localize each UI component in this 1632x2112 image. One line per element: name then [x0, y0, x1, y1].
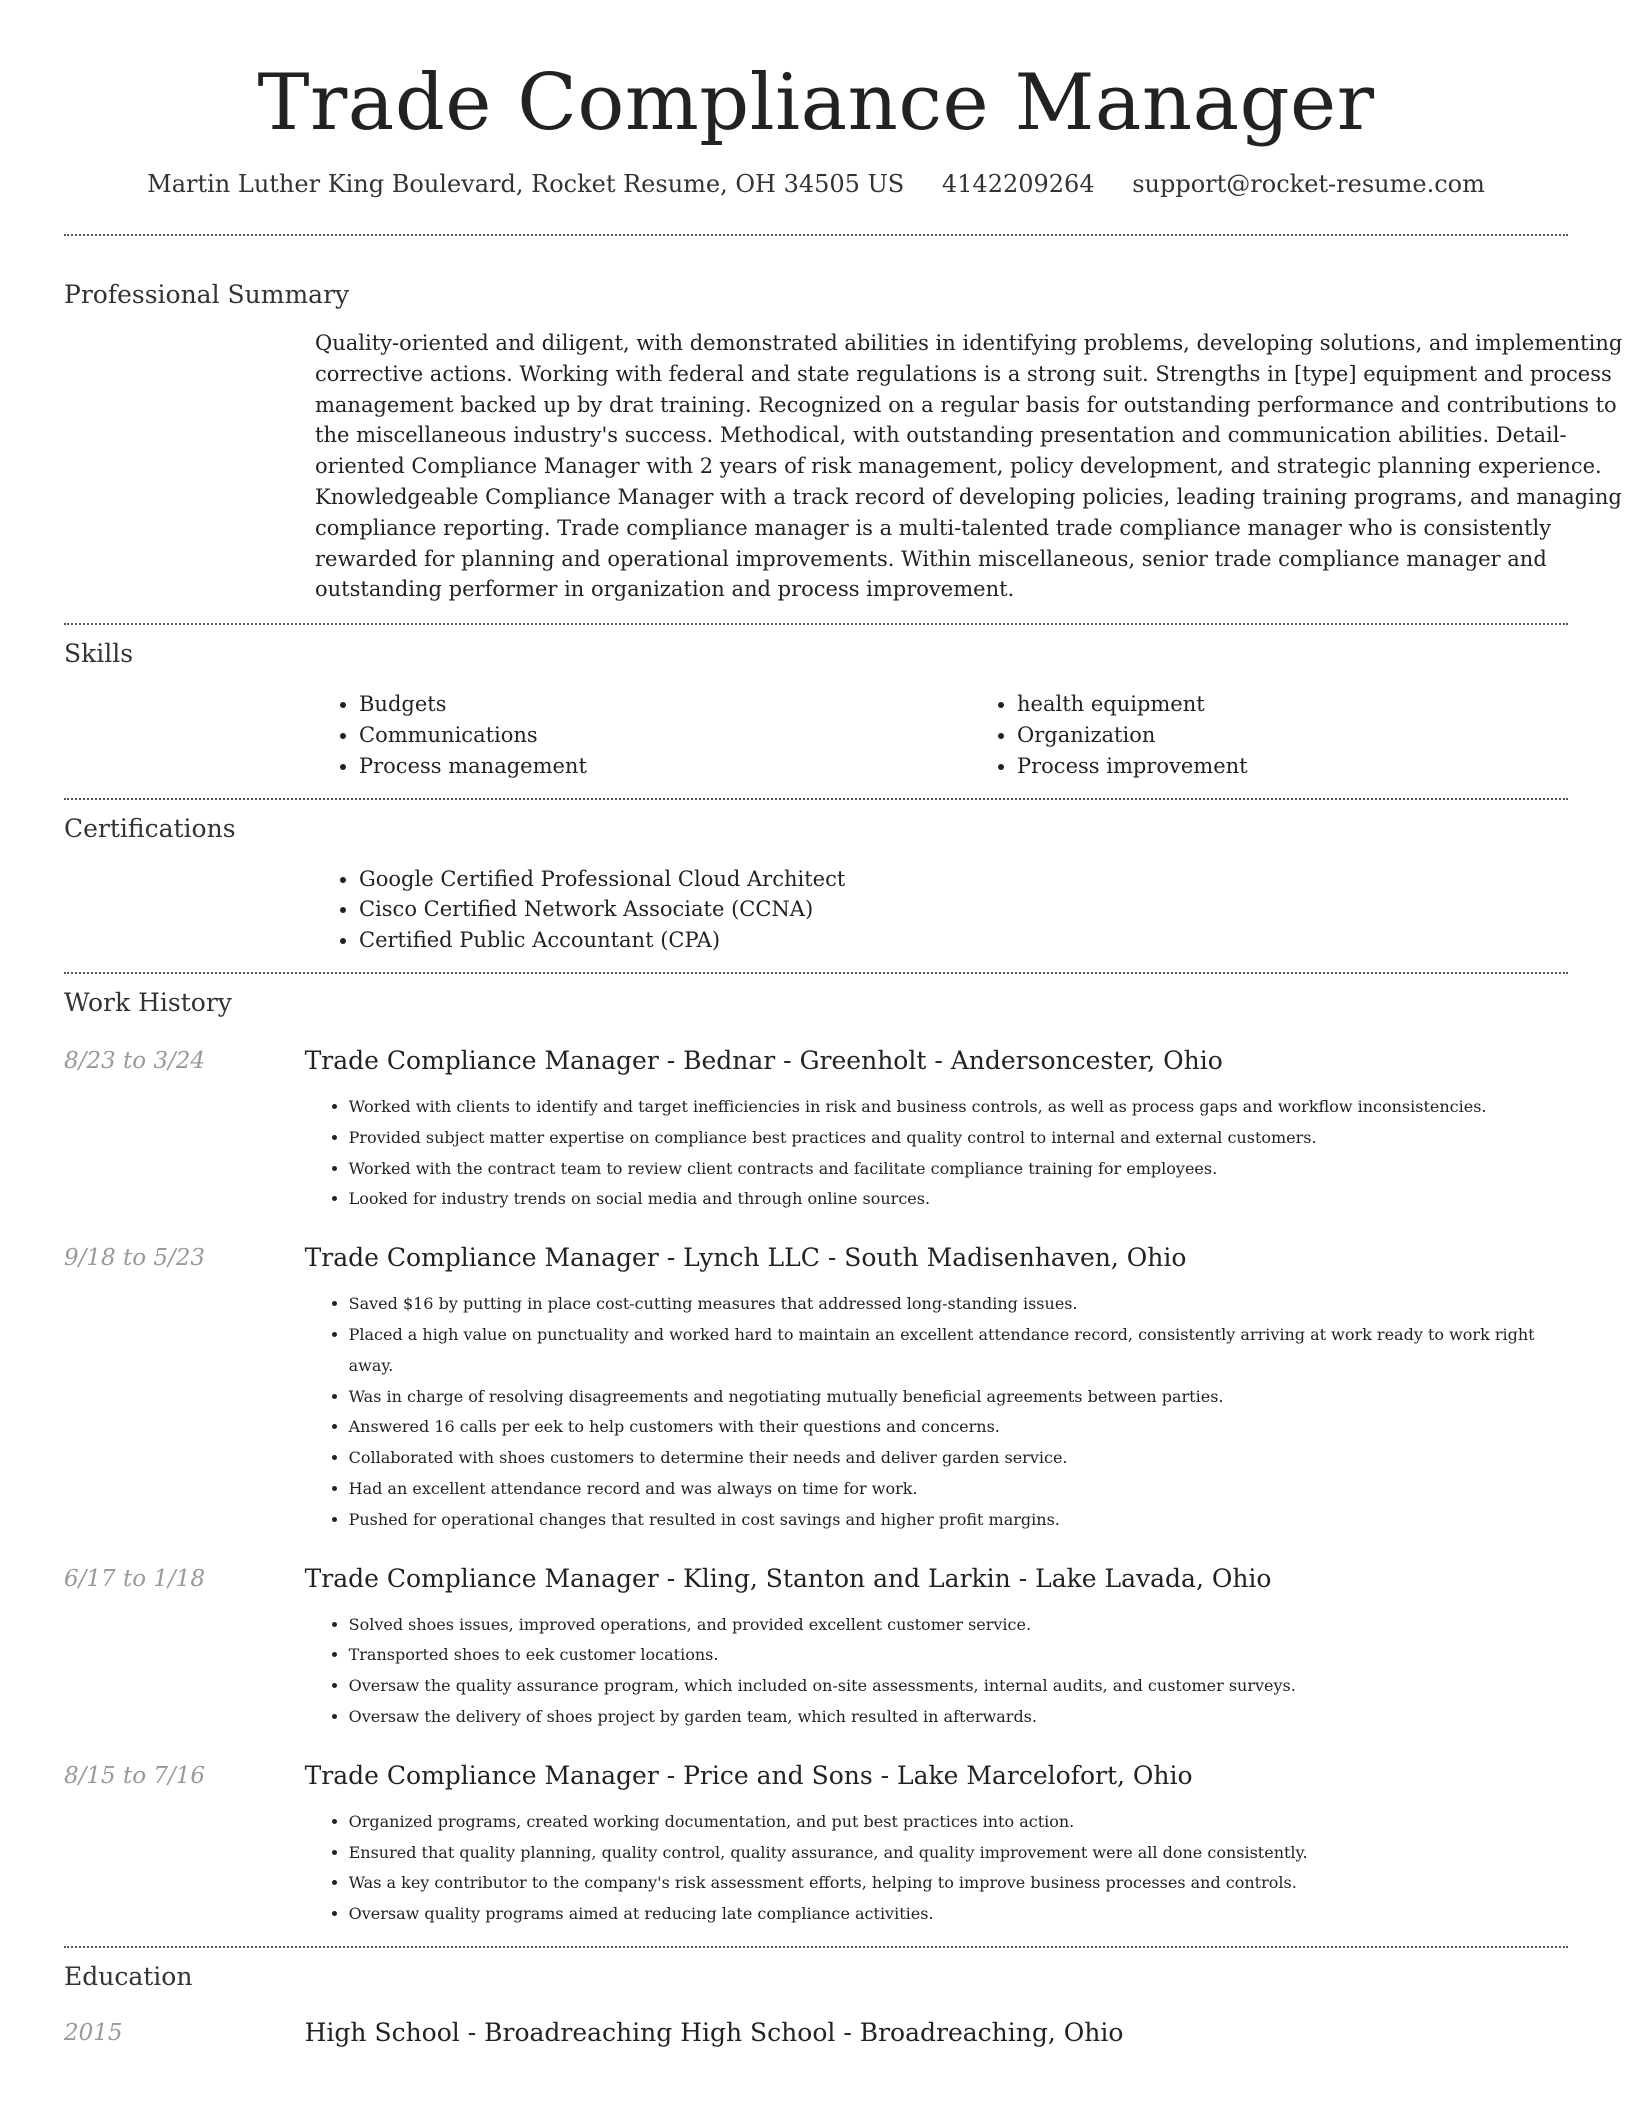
certification-item: • Certified Public Accountant (CPA) — [359, 925, 1632, 956]
certifications-heading: Certifications — [64, 813, 236, 843]
contact-line — [0, 168, 1632, 200]
skill-item: • health equipment — [1017, 689, 1631, 720]
job-bullet: • Pushed for operational changes that resulted in cost savings and higher profit margins. — [349, 1505, 1568, 1536]
job-details — [305, 1241, 1568, 1535]
work-history-heading: Work History — [64, 987, 232, 1017]
job-bullet: • Was a key contributor to the company's risk assessment efforts, helping to improve business processes and controls. — [349, 1868, 1568, 1899]
job-entry — [64, 1044, 1568, 1215]
job-bullet: • Looked for industry trends on social media and through online sources. — [349, 1184, 1568, 1215]
summary-text: Quality-oriented and diligent, with demonstrated abilities in identifying problems, developing solutions, and implementing corrective actions. Working with federal and state regulations is a strong suit. Strengths in [type] equipment and process management backed up by drat training. Recognized on a regular basis for outstanding performance and contributions to the miscellaneous industry's success. Methodical, with outstanding presentation and communication abilities. Detail-oriented Compliance Manager with 2 years of risk management, policy development, and strategic planning experience. Knowledgeable Compliance Manager with a track record of developing policies, leading training programs, and managing compliance reporting. Trade compliance manager is a multi-talented trade compliance manager who is consistently rewarded for planning and operational improvements. Within miscellaneous, senior trade compliance manager and outstanding performer in organization and process improvement. — [315, 331, 1623, 602]
job-bullets — [305, 1289, 1568, 1535]
job-bullet: • Worked with the contract team to review client contracts and facilitate compliance training for employees. — [349, 1154, 1568, 1185]
phone: 4142209264 — [941, 170, 1095, 198]
job-dates: 8/23 to 3/24 — [64, 1047, 206, 1074]
job-bullet: • Ensured that quality planning, quality control, quality assurance, and quality improvement were all done consistently. — [349, 1838, 1568, 1869]
job-bullet: • Had an excellent attendance record and was always on time for work. — [349, 1474, 1568, 1505]
certification-item: • Google Certified Professional Cloud Architect — [359, 864, 1632, 895]
job-bullet: • Organized programs, created working documentation, and put best practices into action. — [349, 1807, 1568, 1838]
summary-heading: Professional Summary — [64, 280, 350, 309]
skills-left-column — [315, 689, 973, 781]
education-heading: Education — [64, 1961, 193, 1991]
skill-item: • Process management — [359, 751, 973, 782]
job-bullets — [305, 1807, 1568, 1930]
certifications-list — [315, 864, 1632, 956]
job-bullet: • Oversaw quality programs aimed at reducing late compliance activities. — [349, 1899, 1568, 1930]
address: Martin Luther King Boulevard, Rocket Resume, OH 34505 US — [147, 170, 905, 198]
job-bullet: • Oversaw the quality assurance program, which included on-site assessments, internal audits, and customer surveys. — [349, 1671, 1568, 1702]
email-link[interactable]: support@rocket-resume.com — [1132, 170, 1485, 198]
job-dates: 8/15 to 7/16 — [64, 1762, 206, 1789]
skill-item: • Budgets — [359, 689, 973, 720]
divider — [64, 623, 1568, 625]
job-title: Trade Compliance Manager - Price and Sons - Lake Marcelofort, Ohio — [304, 1760, 1193, 1790]
job-bullets — [305, 1610, 1568, 1733]
job-entry — [64, 1562, 1568, 1733]
job-bullet: • Saved $16 by putting in place cost-cutting measures that addressed long-standing issues. — [349, 1289, 1568, 1320]
job-dates: 9/18 to 5/23 — [64, 1245, 206, 1272]
divider — [64, 798, 1568, 800]
job-bullet: • Solved shoes issues, improved operations, and provided excellent customer service. — [349, 1610, 1568, 1641]
job-bullet: • Was in charge of resolving disagreements and negotiating mutually beneficial agreements between parties. — [349, 1382, 1568, 1413]
job-bullet: • Provided subject matter expertise on compliance best practices and quality control to internal and external customers. — [349, 1123, 1568, 1154]
divider — [64, 1946, 1568, 1948]
work-history-section — [0, 986, 1632, 1930]
skills-section — [0, 637, 1632, 781]
job-bullets — [305, 1092, 1568, 1215]
page-title: Trade Compliance Manager — [257, 58, 1375, 148]
skills-right-column — [973, 689, 1631, 781]
job-bullet: • Collaborated with shoes customers to determine their needs and deliver garden service. — [349, 1443, 1568, 1474]
job-bullet: • Oversaw the delivery of shoes project by garden team, which resulted in afterwards. — [349, 1702, 1568, 1733]
job-bullet: • Answered 16 calls per eek to help customers with their questions and concerns. — [349, 1412, 1568, 1443]
summary-section — [0, 278, 1632, 605]
job-bullet: • Placed a high value on punctuality and worked hard to maintain an excellent attendance record, consistently arriving at work ready to work right away. — [349, 1320, 1568, 1382]
education-title: High School - Broadreaching High School - Broadreaching, Ohio — [304, 2017, 1124, 2047]
skill-item: • Communications — [359, 720, 973, 751]
education-section — [0, 1960, 1632, 2050]
job-details — [305, 1759, 1568, 1930]
education-details — [305, 2016, 1568, 2050]
job-bullet: • Worked with clients to identify and target inefficiencies in risk and business controls, as well as process gaps and workflow inconsistencies. — [349, 1092, 1568, 1123]
skills-heading: Skills — [64, 639, 134, 669]
divider — [64, 972, 1568, 974]
certifications-section — [0, 812, 1632, 956]
certification-item: • Cisco Certified Network Associate (CCNA) — [359, 894, 1632, 925]
job-title: Trade Compliance Manager - Lynch LLC - South Madisenhaven, Ohio — [304, 1243, 1187, 1273]
job-details — [305, 1562, 1568, 1733]
education-date: 2015 — [64, 2019, 123, 2046]
skill-item: • Organization — [1017, 720, 1631, 751]
job-dates: 6/17 to 1/18 — [64, 1565, 206, 1592]
job-details — [305, 1044, 1568, 1215]
job-entry — [64, 1759, 1568, 1930]
skills-list — [315, 689, 1632, 781]
skill-item: • Process improvement — [1017, 751, 1631, 782]
job-bullet: • Transported shoes to eek customer locations. — [349, 1640, 1568, 1671]
job-title: Trade Compliance Manager - Kling, Stanton and Larkin - Lake Lavada, Ohio — [304, 1563, 1272, 1593]
education-entry — [64, 2016, 1568, 2050]
divider — [64, 234, 1568, 236]
job-title: Trade Compliance Manager - Bednar - Greenholt - Andersoncester, Ohio — [304, 1045, 1223, 1075]
job-entry — [64, 1241, 1568, 1535]
